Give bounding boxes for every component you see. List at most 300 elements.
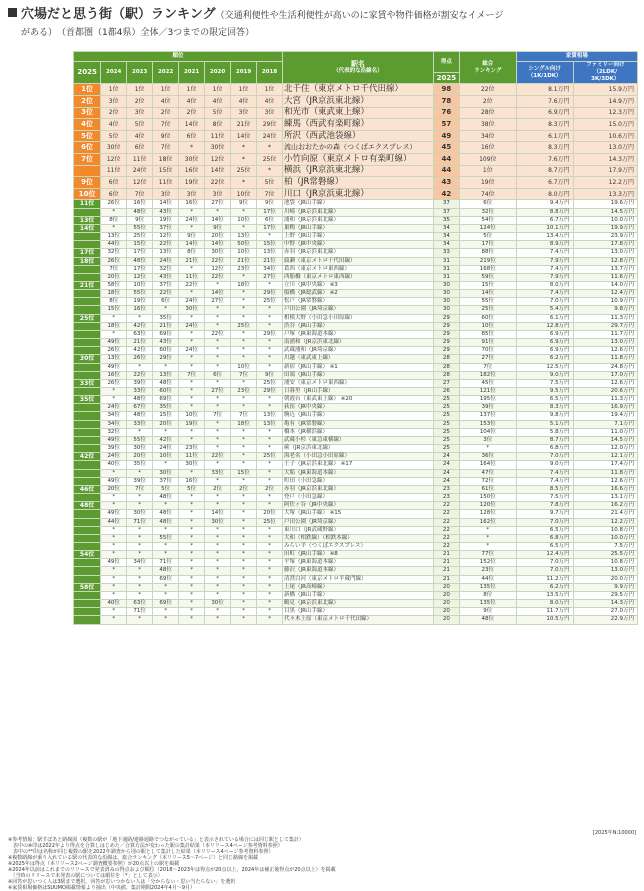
- past-rank-cell: *: [127, 526, 153, 534]
- past-rank-cell: 6位: [205, 371, 231, 379]
- station-cell: 蕨（JR京浜東北線）: [283, 445, 434, 453]
- past-rank-cell: *: [231, 314, 257, 322]
- station-cell: 海老名（小田急小田原線）: [283, 453, 434, 461]
- family-rent-cell: 7.1万円: [573, 420, 637, 428]
- past-rank-cell: 21位: [153, 322, 179, 330]
- overall-rank-cell: 72位: [459, 477, 516, 485]
- overall-rank-cell: 70位: [459, 347, 516, 355]
- station-cell: 駒込（JR山手線）: [283, 412, 434, 420]
- score-cell: 28: [433, 371, 459, 379]
- past-rank-cell: *: [179, 379, 205, 387]
- past-rank-cell: 6位: [153, 298, 179, 306]
- table-row: [74, 502, 638, 510]
- rank-cell: [74, 608, 101, 616]
- score-cell: 25: [433, 436, 459, 444]
- single-rent-cell: 6.9万円: [516, 347, 573, 355]
- past-rank-cell: *: [179, 363, 205, 371]
- station-cell: 鶴見（JR京浜東北線）: [283, 600, 434, 608]
- station-cell: 横浜（JR京浜東北線）: [283, 165, 434, 177]
- station-cell: 朝霞台（東武東上線） ※20: [283, 396, 434, 404]
- past-rank-cell: *: [205, 314, 231, 322]
- station-cell: 柏（JR常磐線）: [283, 177, 434, 189]
- past-rank-cell: 22位: [153, 241, 179, 249]
- past-rank-cell: 22位: [179, 281, 205, 289]
- overall-rank-cell: 104位: [459, 428, 516, 436]
- past-rank-cell: 18位: [153, 154, 179, 166]
- station-cell: 川口（JR京浜東北線）: [283, 188, 434, 200]
- past-rank-cell: *: [257, 559, 283, 567]
- score-header: 得点: [433, 52, 459, 73]
- past-rank-cell: 4位: [205, 96, 231, 108]
- score-cell: 29: [433, 314, 459, 322]
- past-rank-cell: 42位: [127, 322, 153, 330]
- table-row: [74, 257, 638, 265]
- title-square-icon: [8, 8, 17, 17]
- past-rank-cell: 16位: [101, 371, 127, 379]
- past-rank-cell: *: [231, 154, 257, 166]
- table-row: [74, 420, 638, 428]
- past-rank-cell: *: [101, 575, 127, 583]
- past-rank-cell: *: [127, 534, 153, 542]
- rank-cell: [74, 616, 101, 624]
- past-rank-cell: 49位: [101, 559, 127, 567]
- footnote-line: ※家賃相場価格はSUUMO掲載情報より抽出（中央値、集計期間2024年4月〜9月）: [8, 885, 196, 891]
- past-rank-cell: *: [127, 363, 153, 371]
- past-rank-cell: 32位: [101, 428, 127, 436]
- single-rent-cell: 8.8万円: [516, 208, 573, 216]
- rank-cell: [74, 469, 101, 477]
- family-rent-cell: 16.6万円: [573, 485, 637, 493]
- family-rent-cell: 14.3万円: [573, 600, 637, 608]
- score-cell: 27: [433, 379, 459, 387]
- family-rent-cell: 10.8万円: [573, 526, 637, 534]
- score-cell: 24: [433, 453, 459, 461]
- past-rank-cell: 21位: [257, 257, 283, 265]
- family-rent-cell: 11.3万円: [573, 314, 637, 322]
- family-rent-cell: 17.8万円: [573, 241, 637, 249]
- family-rent-cell: 14.5万円: [573, 208, 637, 216]
- rank-cell: [74, 600, 101, 608]
- single-rent-cell: 6.9万円: [516, 107, 573, 119]
- table-row: [74, 445, 638, 453]
- table-row: [74, 371, 638, 379]
- past-rank-cell: 3位: [179, 188, 205, 200]
- single-rent-cell: 7.0万円: [516, 567, 573, 575]
- past-rank-cell: 33位: [127, 420, 153, 428]
- past-rank-cell: *: [205, 347, 231, 355]
- single-rent-cell: 9.7万円: [516, 510, 573, 518]
- overall-rank-cell: 10位: [459, 322, 516, 330]
- score-cell: 30: [433, 281, 459, 289]
- score-cell: 29: [433, 339, 459, 347]
- past-rank-cell: 17位: [257, 208, 283, 216]
- past-rank-cell: *: [101, 551, 127, 559]
- past-rank-cell: 14位: [205, 241, 231, 249]
- past-rank-cell: 29位: [153, 355, 179, 363]
- table-row: [74, 608, 638, 616]
- single-rent-cell: 8.0万円: [516, 600, 573, 608]
- past-rank-cell: *: [205, 306, 231, 314]
- family-rent-cell: 12.6万円: [573, 379, 637, 387]
- single-rent-cell: 7.6万円: [516, 96, 573, 108]
- rent-header: 家賃相場: [516, 52, 637, 62]
- past-rank-cell: *: [257, 436, 283, 444]
- past-rank-cell: 12位: [101, 154, 127, 166]
- past-rank-cell: *: [101, 567, 127, 575]
- past-rank-cell: 19位: [127, 298, 153, 306]
- score-cell: 24: [433, 469, 459, 477]
- past-rank-cell: *: [231, 396, 257, 404]
- overall-rank-cell: 124位: [459, 224, 516, 232]
- past-rank-cell: *: [205, 355, 231, 363]
- past-rank-cell: 18位: [101, 322, 127, 330]
- past-rank-cell: 19位: [179, 420, 205, 428]
- score-cell: 23: [433, 485, 459, 493]
- family-rent-cell: 12.6万円: [573, 347, 637, 355]
- table-row: [74, 314, 638, 322]
- single-rent-cell: 6.5万円: [516, 542, 573, 550]
- past-rank-cell: 6位: [257, 216, 283, 224]
- past-rank-cell: *: [257, 469, 283, 477]
- past-rank-cell: 44位: [101, 518, 127, 526]
- station-cell: 大宮（JR京浜東北線）: [283, 96, 434, 108]
- past-rank-cell: *: [101, 469, 127, 477]
- past-rank-cell: 13位: [153, 249, 179, 257]
- station-cell: 上野（JR山手線）: [283, 233, 434, 241]
- past-rank-cell: *: [205, 534, 231, 542]
- station-cell: 所沢（西武池袋線）: [283, 130, 434, 142]
- past-rank-cell: *: [231, 591, 257, 599]
- past-rank-cell: *: [205, 608, 231, 616]
- past-rank-cell: 35位: [153, 314, 179, 322]
- year-header-2024: 2024: [101, 62, 127, 84]
- past-rank-cell: *: [231, 445, 257, 453]
- score-cell: 25: [433, 420, 459, 428]
- past-rank-cell: 16位: [179, 477, 205, 485]
- single-rent-cell: 7.0万円: [516, 559, 573, 567]
- past-rank-cell: 5位: [205, 107, 231, 119]
- past-rank-cell: *: [179, 290, 205, 298]
- score-cell: 34: [433, 233, 459, 241]
- past-rank-cell: 55位: [127, 436, 153, 444]
- title-subtitle: （交通利便性や生活利便性が高いのに家賃や物件価格が割安なイメージ: [215, 11, 504, 21]
- past-rank-cell: *: [205, 477, 231, 485]
- past-rank-cell: *: [205, 559, 231, 567]
- station-cell: 巣鴨（JR山手線）: [283, 224, 434, 232]
- rank-cell: [74, 322, 101, 330]
- past-rank-cell: 3位: [205, 188, 231, 200]
- score-cell: 21: [433, 575, 459, 583]
- overall-rank-cell: 150位: [459, 494, 516, 502]
- overall-rank-cell: 2位: [459, 96, 516, 108]
- rank-cell: 2位: [74, 96, 101, 108]
- single-rent-cell: 8.0万円: [516, 281, 573, 289]
- score-cell: 30: [433, 306, 459, 314]
- family-rent-cell: 13.7万円: [573, 265, 637, 273]
- single-rent-cell: 5.1万円: [516, 420, 573, 428]
- past-rank-cell: 49位: [101, 477, 127, 485]
- score-cell: 98: [433, 84, 459, 96]
- table-row: [74, 616, 638, 624]
- past-rank-cell: 14位: [205, 216, 231, 224]
- table-row: [74, 461, 638, 469]
- family-rent-cell: 11.6万円: [573, 273, 637, 281]
- rank-cell: [74, 534, 101, 542]
- past-rank-cell: *: [179, 616, 205, 624]
- overall-rank-cell: 77位: [459, 551, 516, 559]
- rank-cell: [74, 494, 101, 502]
- past-rank-cell: 8位: [101, 216, 127, 224]
- rank-cell: [74, 347, 101, 355]
- past-rank-cell: *: [231, 502, 257, 510]
- past-rank-cell: *: [101, 526, 127, 534]
- table-body: [74, 84, 638, 624]
- single-rent-cell: 7.0万円: [516, 518, 573, 526]
- rank-cell: [74, 445, 101, 453]
- past-rank-cell: 13位: [153, 371, 179, 379]
- past-rank-cell: *: [231, 224, 257, 232]
- overall-rank-cell: 195位: [459, 396, 516, 404]
- past-rank-cell: 7位: [205, 412, 231, 420]
- rank-cell: [74, 265, 101, 273]
- overall-rank-cell: 16位: [459, 142, 516, 154]
- score-cell: 34: [433, 224, 459, 232]
- score-cell: 78: [433, 96, 459, 108]
- past-rank-cell: 22位: [205, 257, 231, 265]
- past-rank-cell: 24位: [153, 445, 179, 453]
- single-rent-cell: 8.5万円: [516, 485, 573, 493]
- rank-cell: [74, 371, 101, 379]
- overall-rank-cell: 162位: [459, 518, 516, 526]
- past-rank-cell: 14位: [179, 241, 205, 249]
- rank-cell: [74, 559, 101, 567]
- table-row: [74, 142, 638, 154]
- past-rank-cell: *: [179, 142, 205, 154]
- station-cell: 浦和（JR京浜東北線）: [283, 216, 434, 224]
- past-rank-cell: 20位: [205, 233, 231, 241]
- past-rank-cell: *: [257, 428, 283, 436]
- past-rank-cell: *: [257, 404, 283, 412]
- family-rent-cell: 25.5万円: [573, 551, 637, 559]
- overall-rank-cell: 3位: [459, 436, 516, 444]
- station-cell: 大和（相鉄線）（相鉄本線）: [283, 534, 434, 542]
- past-rank-cell: 48位: [127, 257, 153, 265]
- past-rank-cell: 69位: [153, 330, 179, 338]
- score-year-header: 2025: [433, 73, 459, 84]
- overall-rank-cell: 15位: [459, 281, 516, 289]
- station-cell: 西船橋（東京メトロ東西線）: [283, 273, 434, 281]
- past-rank-cell: *: [179, 542, 205, 550]
- past-rank-cell: *: [153, 591, 179, 599]
- past-rank-cell: 48位: [127, 208, 153, 216]
- score-cell: 25: [433, 445, 459, 453]
- station-cell: 相模大野（小田急小田原線）: [283, 314, 434, 322]
- past-rank-cell: 21位: [179, 257, 205, 265]
- overall-rank-cell: 219位: [459, 257, 516, 265]
- score-cell: 35: [433, 216, 459, 224]
- past-rank-cell: 4位: [231, 96, 257, 108]
- family-rent-cell: 13.0万円: [573, 339, 637, 347]
- past-rank-cell: 20位: [153, 420, 179, 428]
- single-rent-cell: 8.3万円: [516, 404, 573, 412]
- past-rank-cell: *: [179, 591, 205, 599]
- past-rank-cell: 40位: [101, 461, 127, 469]
- past-rank-cell: *: [205, 575, 231, 583]
- past-rank-cell: 17位: [127, 265, 153, 273]
- past-rank-cell: 9位: [231, 200, 257, 208]
- rank-cell: [74, 428, 101, 436]
- score-cell: 24: [433, 477, 459, 485]
- past-rank-cell: *: [101, 314, 127, 322]
- past-rank-cell: *: [231, 494, 257, 502]
- past-rank-cell: 9位: [257, 371, 283, 379]
- table-row: [74, 330, 638, 338]
- past-rank-cell: 37位: [153, 281, 179, 289]
- past-rank-cell: *: [231, 404, 257, 412]
- past-rank-cell: 49位: [101, 436, 127, 444]
- past-rank-cell: *: [179, 518, 205, 526]
- station-cell: 浦安（東京メトロ東西線）: [283, 379, 434, 387]
- score-cell: 22: [433, 542, 459, 550]
- station-cell: 松戸（JR常磐線）: [283, 298, 434, 306]
- past-rank-cell: *: [231, 142, 257, 154]
- family-rent-cell: 11.8万円: [573, 355, 637, 363]
- overall-rank-cell: 153位: [459, 420, 516, 428]
- score-cell: 20: [433, 600, 459, 608]
- past-rank-cell: 6位: [101, 188, 127, 200]
- rank-cell: 18位: [74, 257, 101, 265]
- score-cell: 30: [433, 298, 459, 306]
- past-rank-cell: *: [205, 542, 231, 550]
- rank-cell: 46位: [74, 485, 101, 493]
- past-rank-cell: 12位: [127, 177, 153, 189]
- station-cell: 阿佐ヶ谷（JR中央線）: [283, 502, 434, 510]
- past-rank-cell: 24位: [153, 257, 179, 265]
- station-cell: 渋谷（JR山手線）: [283, 322, 434, 330]
- table-row: [74, 575, 638, 583]
- past-rank-cell: *: [179, 208, 205, 216]
- past-rank-cell: *: [153, 306, 179, 314]
- past-rank-cell: *: [179, 339, 205, 347]
- family-rent-cell: 15.9万円: [573, 84, 637, 96]
- overall-rank-cell: 17位: [459, 241, 516, 249]
- single-rent-cell: 12.8万円: [516, 322, 573, 330]
- past-rank-cell: 4位: [257, 96, 283, 108]
- past-rank-cell: *: [231, 583, 257, 591]
- past-rank-cell: *: [231, 347, 257, 355]
- overall-rank-cell: 137位: [459, 412, 516, 420]
- single-rent-cell: 7.4万円: [516, 469, 573, 477]
- past-rank-cell: 9位: [179, 233, 205, 241]
- past-rank-cell: 23位: [231, 388, 257, 396]
- past-rank-cell: 34位: [101, 420, 127, 428]
- past-rank-cell: 13位: [101, 355, 127, 363]
- family-rent-cell: 20.0万円: [573, 575, 637, 583]
- overall-rank-cell: *: [459, 526, 516, 534]
- station-cell: 目黒（JR山手線）: [283, 608, 434, 616]
- score-cell: 26: [433, 388, 459, 396]
- overall-rank-cell: 128位: [459, 510, 516, 518]
- single-rent-cell: 6.5万円: [516, 396, 573, 404]
- overall-rank-cell: 47位: [459, 469, 516, 477]
- station-cell: 池袋（JR山手線）: [283, 200, 434, 208]
- past-rank-cell: *: [205, 420, 231, 428]
- overall-rank-cell: 54位: [459, 216, 516, 224]
- past-rank-cell: *: [101, 591, 127, 599]
- overall-rank-cell: 39位: [459, 404, 516, 412]
- past-rank-cell: 69位: [153, 600, 179, 608]
- single-rent-cell: 6.5万円: [516, 526, 573, 534]
- past-rank-cell: 15位: [231, 469, 257, 477]
- table-row: [74, 265, 638, 273]
- past-rank-cell: 30位: [179, 154, 205, 166]
- year-header-2022: 2022: [153, 62, 179, 84]
- past-rank-cell: *: [231, 453, 257, 461]
- score-cell: 25: [433, 428, 459, 436]
- station-cell: 新橋（JR山手線）: [283, 591, 434, 599]
- past-rank-cell: *: [257, 542, 283, 550]
- table-row: [74, 249, 638, 257]
- table-row: [74, 347, 638, 355]
- past-rank-cell: *: [205, 502, 231, 510]
- table-row: [74, 273, 638, 281]
- past-rank-cell: 29位: [257, 330, 283, 338]
- single-rent-cell: 8.7万円: [516, 436, 573, 444]
- family-rent-cell: 7.5万円: [573, 542, 637, 550]
- past-rank-cell: 48位: [127, 396, 153, 404]
- score-cell: 76: [433, 107, 459, 119]
- past-rank-cell: 7位: [231, 412, 257, 420]
- past-rank-cell: *: [257, 339, 283, 347]
- past-rank-cell: *: [205, 591, 231, 599]
- past-rank-cell: *: [127, 314, 153, 322]
- station-cell: 登戸（小田急線）: [283, 494, 434, 502]
- rank-cell: 7位: [74, 154, 101, 166]
- past-rank-cell: *: [179, 436, 205, 444]
- family-rent-cell: 19.4万円: [573, 412, 637, 420]
- past-rank-cell: *: [205, 339, 231, 347]
- table-row: [74, 469, 638, 477]
- past-rank-cell: 21位: [231, 257, 257, 265]
- single-rent-cell: 13.5万円: [516, 591, 573, 599]
- past-rank-cell: *: [231, 608, 257, 616]
- single-rent-cell: 11.2万円: [516, 575, 573, 583]
- single-rent-cell: 8.1万円: [516, 84, 573, 96]
- table-row: [74, 404, 638, 412]
- past-rank-cell: *: [179, 355, 205, 363]
- overall-rank-cell: 152位: [459, 559, 516, 567]
- past-rank-cell: 7位: [153, 142, 179, 154]
- past-rank-cell: *: [179, 575, 205, 583]
- single-rent-cell: 6.9万円: [516, 330, 573, 338]
- score-cell: 20: [433, 591, 459, 599]
- past-rank-cell: *: [179, 224, 205, 232]
- overall-rank-cell: 55位: [459, 298, 516, 306]
- past-rank-cell: 8位: [179, 249, 205, 257]
- past-rank-cell: *: [179, 404, 205, 412]
- past-rank-cell: 30位: [179, 461, 205, 469]
- past-rank-cell: *: [179, 567, 205, 575]
- family-rent-cell: 20.6万円: [573, 388, 637, 396]
- station-cell: 田端（JR山手線）: [283, 371, 434, 379]
- table-row: [74, 130, 638, 142]
- single-rent-cell: 7.4万円: [516, 249, 573, 257]
- overall-rank-cell: 85位: [459, 330, 516, 338]
- past-rank-cell: 5位: [179, 485, 205, 493]
- single-rent-cell: 8.3万円: [516, 119, 573, 131]
- overall-rank-cell: 36位: [459, 453, 516, 461]
- table-row: [74, 363, 638, 371]
